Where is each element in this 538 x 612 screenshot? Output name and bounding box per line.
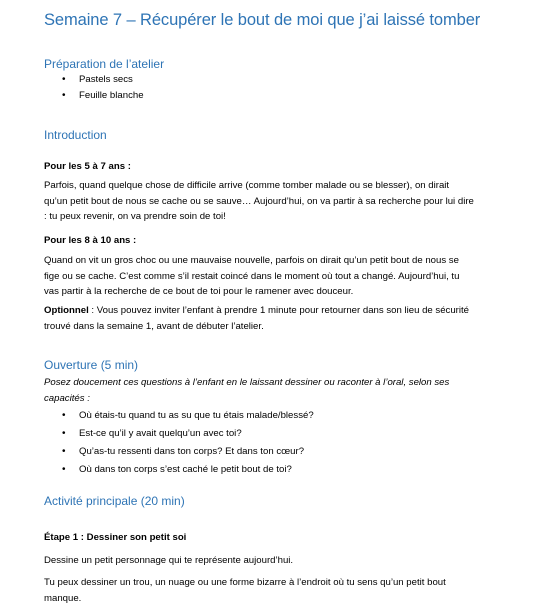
age-label-5-7: Pour les 5 à 7 ans : [44, 161, 131, 172]
heading-ouverture: Ouverture (5 min) [44, 358, 139, 372]
list-item: • Pastels secs [62, 72, 144, 88]
optional-note [44, 303, 474, 334]
ouverture-instruction: Posez doucement ces questions à l’enfant en le laissant dessiner ou raconter à l’oral, selon ses capacités : [44, 377, 450, 404]
list-item: • Où dans ton corps s’est caché le petit bout de toi? [62, 461, 314, 479]
paragraph-5-7: Parfois, quand quelque chose de difficile arrive (comme tomber malade ou se blesser), on dirait qu’un petit bout de nous se cache ou se sauve… Aujourd’hui, on va partir à sa recherche pour lui dire : tu peux revenir, on va prendre soin de toi! [44, 180, 474, 223]
list-item: • Feuille blanche [62, 88, 144, 104]
heading-preparation: Préparation de l’atelier [44, 57, 165, 71]
list-item: • Qu’as-tu ressenti dans ton corps? Et dans ton cœur? [62, 443, 314, 461]
optional-label: Optionnel [44, 305, 89, 316]
preparation-list [62, 72, 144, 103]
page-title: Semaine 7 – Récupérer le bout de moi que j’ai laissé tomber [44, 11, 481, 29]
optional-text: : Vous pouvez inviter l’enfant à prendre 1 minute pour retourner dans son lieu de sécurité trouvé dans la semaine 1, avant de débuter l’atelier. [44, 305, 470, 332]
paragraph-8-10: Quand on vit un gros choc ou une mauvaise nouvelle, parfois on dirait qu’un petit bout de nous se fige ou se cache. C’est comme s’il restait coincé dans le moment où tout a changé. Aujourd’hui, tu vas partir à la recherche de ce bout de toi pour le ramener avec douceur. [44, 255, 460, 298]
list-item: • Est-ce qu’il y avait quelqu’un avec toi? [62, 425, 314, 443]
heading-activite: Activité principale (20 min) [44, 494, 185, 508]
questions-list [62, 407, 314, 479]
heading-introduction: Introduction [44, 128, 107, 142]
age-label-8-10: Pour les 8 à 10 ans : [44, 235, 137, 246]
step1-text-2: Tu peux dessiner un trou, un nuage ou une forme bizarre à l’endroit où tu sens qu’un petit bout manque. [44, 577, 446, 604]
step1-text-1: Dessine un petit personnage qui te représente aujourd’hui. [44, 555, 294, 566]
list-item: • Où étais-tu quand tu as su que tu étais malade/blessé? [62, 407, 314, 425]
step1-label: Étape 1 : Dessiner son petit soi [44, 532, 187, 543]
